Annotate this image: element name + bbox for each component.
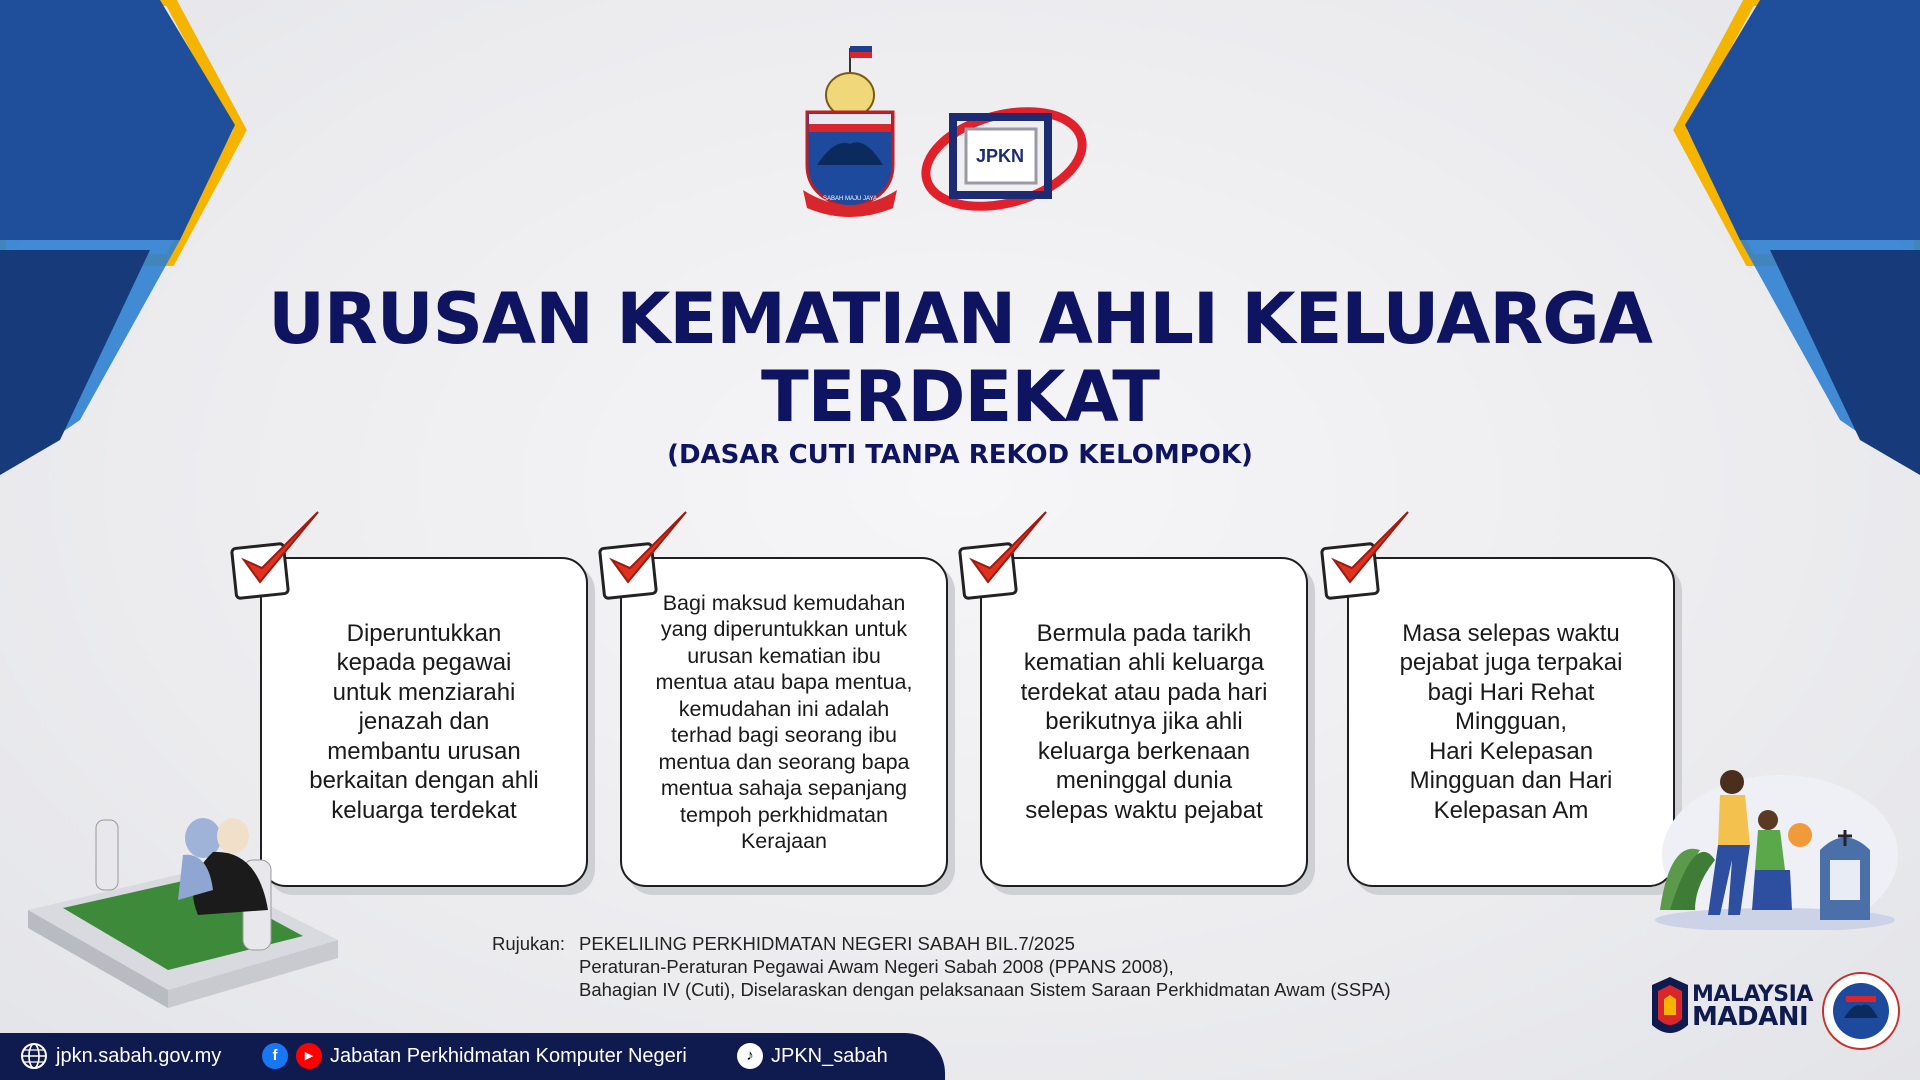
card-4-text: Masa selepas waktu pejabat juga terpakai bagi Hari Rehat Mingguan, Hari Kelepasan Mingguan dan Hari Kelepasan Am xyxy=(1399,619,1623,824)
crest-motto: SABAH MAJU JAYA xyxy=(822,196,878,202)
info-card-2 xyxy=(620,557,948,887)
checkmark-icon xyxy=(956,506,1052,602)
page-subtitle: (DASAR CUTI TANPA REKOD KELOMPOK) xyxy=(667,440,1253,470)
reference-block xyxy=(492,932,1391,1001)
info-card-3 xyxy=(980,557,1308,887)
card-2-text: Bagi maksud kemudahan yang diperuntukkan untuk urusan kematian ibu mentua atau bapa mentua, kemudahan ini adalah terhad bagi seorang ibu mentua dan seorang bapa mentua sahaja sepanjang tempoh perkhidmatan Kerajaan xyxy=(655,590,913,853)
reference-line-2: Peraturan-Peraturan Pegawai Awam Negeri Sabah 2008 (PPANS 2008), xyxy=(579,956,1174,977)
card-3-text: Bermula pada tarikh kematian ahli keluarga terdekat atau pada hari berikutnya jika ahli keluarga berkenaan meninggal dunia selepas waktu pejabat xyxy=(1020,619,1268,824)
website-text: jpkn.sabah.gov.my xyxy=(56,1045,222,1067)
sabah-round-emblem xyxy=(1822,972,1900,1050)
family-at-grave-illustration xyxy=(1640,760,1900,930)
card-1-text: Diperuntukkan kepada pegawai untuk menziarahi jenazah dan membantu urusan berkaitan dengan ahli keluarga terdekat xyxy=(309,619,539,824)
footer-website[interactable] xyxy=(20,1041,221,1071)
madani-emblem-icon xyxy=(1648,975,1692,1041)
title-line-2: TERDEKAT xyxy=(760,356,1160,438)
mourners-at-grave-illustration xyxy=(18,790,338,1020)
reference-line-3: Bahagian IV (Cuti), Diselaraskan dengan pelaksanaan Sistem Saraan Perkhidmatan Awam (SSPA) xyxy=(579,979,1391,1000)
footer-department[interactable] xyxy=(262,1041,687,1071)
checkmark-icon xyxy=(1318,506,1414,602)
facebook-icon: f xyxy=(262,1043,288,1069)
jpkn-logo-label: JPKN xyxy=(976,146,1025,166)
madani-line-2: MADANI xyxy=(1692,1002,1809,1032)
madani-line-1: MALAYSIA xyxy=(1692,982,1813,1007)
sabah-crest-logo xyxy=(795,40,905,220)
info-card-4 xyxy=(1347,557,1675,887)
reference-line-1: PEKELILING PERKHIDMATAN NEGERI SABAH BIL.7/2025 xyxy=(579,933,1075,954)
globe-icon xyxy=(20,1042,48,1070)
malaysia-madani-logo xyxy=(1648,975,1813,1041)
page-title xyxy=(220,280,1700,436)
tiktok-icon: ♪ xyxy=(737,1043,763,1069)
youtube-icon: ▶ xyxy=(296,1043,322,1069)
title-line-1: URUSAN KEMATIAN AHLI KELUARGA xyxy=(268,278,1652,360)
reference-label: Rujukan: xyxy=(492,933,566,954)
department-text: Jabatan Perkhidmatan Komputer Negeri xyxy=(330,1045,687,1067)
checkmark-icon xyxy=(596,506,692,602)
footer-tiktok[interactable] xyxy=(737,1041,888,1071)
tiktok-text: JPKN_sabah xyxy=(771,1045,888,1067)
checkmark-icon xyxy=(228,506,324,602)
